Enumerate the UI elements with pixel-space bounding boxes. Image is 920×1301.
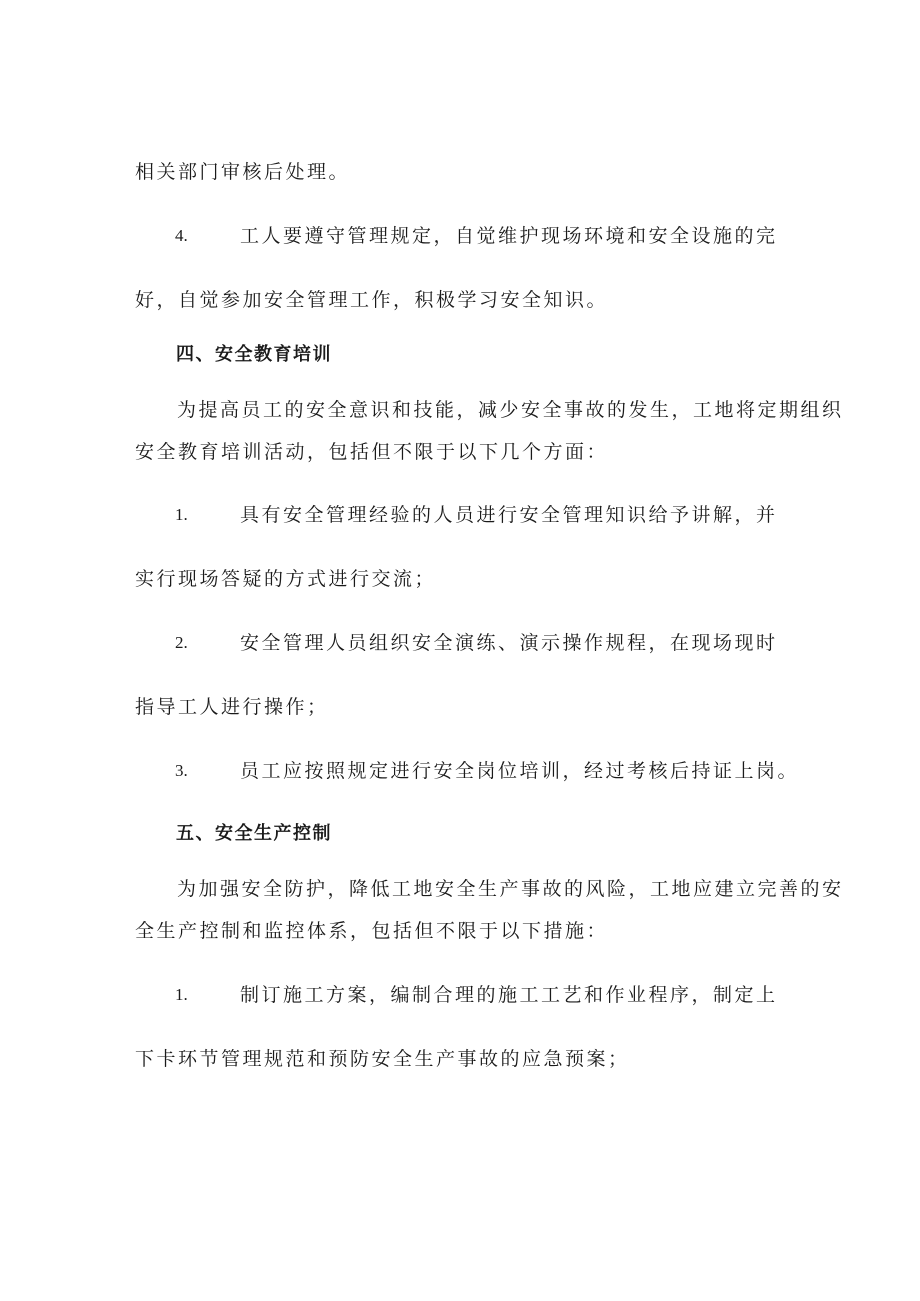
paragraph-line: 相关部门审核后处理。	[135, 161, 351, 183]
paragraph-line: 实行现场答疑的方式进行交流；	[135, 568, 437, 590]
list-number: 2.	[175, 633, 188, 652]
section-heading: 四、安全教育培训	[176, 344, 332, 365]
paragraph-line: 好，自觉参加安全管理工作，积极学习安全知识。	[135, 289, 609, 311]
list-item-text: 具有安全管理经验的人员进行安全管理知识给予讲解，并	[240, 504, 778, 526]
list-item-text: 员工应按照规定进行安全岗位培训，经过考核后持证上岗。	[240, 760, 800, 782]
list-number: 4.	[175, 226, 188, 245]
paragraph-line: 安全教育培训活动，包括但不限于以下几个方面：	[135, 441, 609, 463]
paragraph-line: 为加强安全防护，降低工地安全生产事故的风险，工地应建立完善的安	[177, 878, 844, 900]
list-item-text: 制订施工方案，编制合理的施工工艺和作业程序，制定上	[240, 984, 778, 1006]
list-item-text: 工人要遵守管理规定，自觉维护现场环境和安全设施的完	[240, 225, 778, 247]
paragraph-line: 为提高员工的安全意识和技能，减少安全事故的发生，工地将定期组织	[177, 399, 844, 421]
list-number: 3.	[175, 761, 188, 780]
paragraph-line: 全生产控制和监控体系，包括但不限于以下措施：	[135, 920, 609, 942]
list-item-text: 安全管理人员组织安全演练、演示操作规程，在现场现时	[240, 632, 778, 654]
list-number: 1.	[175, 505, 188, 524]
list-number: 1.	[175, 985, 188, 1004]
paragraph-line: 下卡环节管理规范和预防安全生产事故的应急预案；	[135, 1048, 630, 1070]
section-heading: 五、安全生产控制	[176, 823, 332, 844]
paragraph-line: 指导工人进行操作；	[135, 696, 329, 718]
